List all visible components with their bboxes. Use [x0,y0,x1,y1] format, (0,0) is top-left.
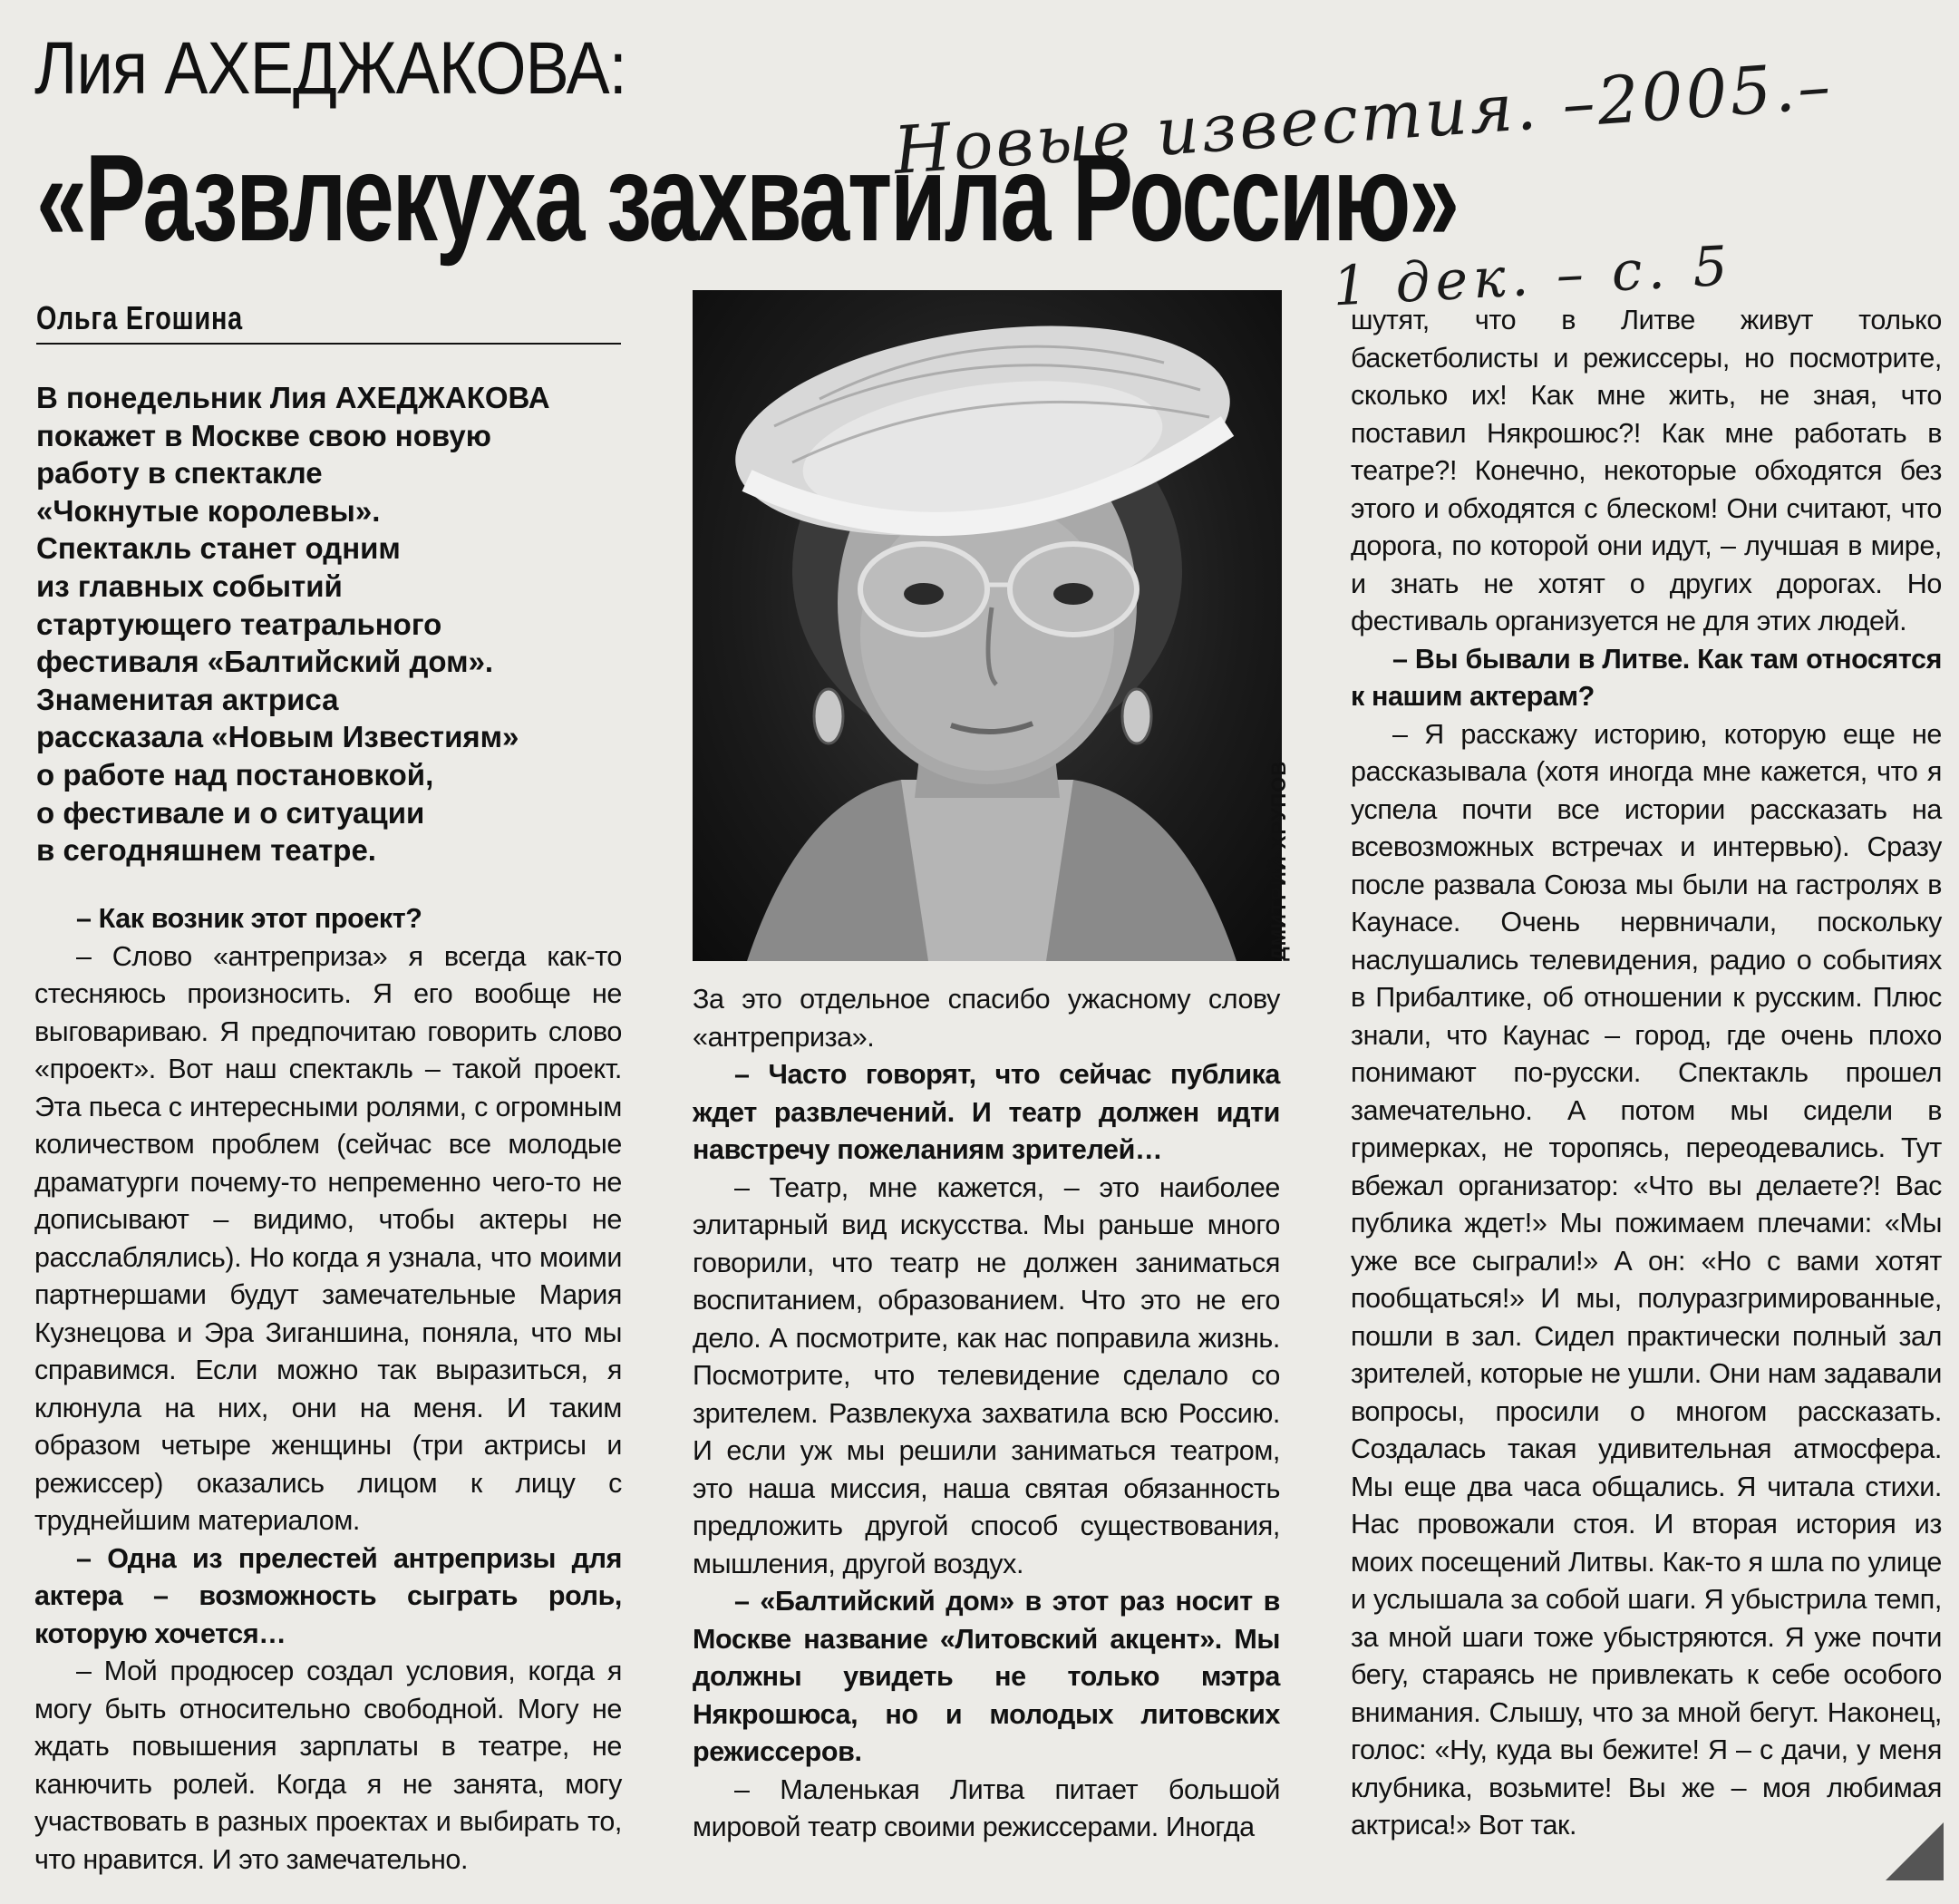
article-column-2 [693,981,1280,1847]
article-headline: «Развлекуха захватила Россию» [36,129,1458,267]
author-name: Ольга Егошина [36,299,243,336]
interview-question: – «Балтийский дом» в этот раз носит в Москве название «Литовский акцент». Мы должны увидеть не только мэтра Някрошюса, но и молодых литовских режиссеров. [693,1586,1280,1767]
article-paragraph: – Слово «антреприза» я всегда как-то стесняюсь произносить. Я его вообще не выговариваю. Я предпочитаю говорить слово «проект». Вот наш спектакль – такой проект. Эта пьеса с интересными ролями, с огромным количеством проблем (сейчас все молодые драматурги почему-то непременно чего-то не дописывают – видимо, чтобы актеры не расслаблялись). Но когда я узнала, что моими партнершами будут замечательные Мария Кузнецова и Эра Зиганшина, поняла, что мы справимся. Если можно так выразиться, я клюнула на них, они на меня. И таким образом четыре женщины (три актрисы и режиссер) оказались лицом к лицу с труднейшим материалом. [34,940,622,1536]
interview-question: – Вы бывали в Литве. Как там относятся к нашим актерам? [1351,643,1942,712]
author-byline [36,299,621,345]
article-paragraph: За это отдельное спасибо ужасному слову «антреприза». [693,984,1280,1053]
interview-question: – Одна из прелестей антрепризы для актера – возможность сыграть роль, которую хочется… [34,1542,622,1649]
interview-question: – Как возник этот проект? [76,903,422,934]
handwritten-source-note: Новые известия. –2005.– [891,46,1836,189]
article-lead: В понедельник Лия АХЕДЖАКОВА покажет в Москве свою новую работу в спектакле «Чокнутые королевы». Спектакль станет одним из главных событий стартующего театрального фестиваля «Балтийский дом». Знаменитая актриса рассказала «Новым Известиям» о работе над постановкой, о фестивале и о ситуации в сегодняшнем театре. [36,381,550,868]
article-paragraph: – Театр, мне кажется, – это наиболее элитарный вид искусства. Мы раньше много говорили, что театр не должен заниматься воспитанием, образованием. Что это не его дело. А посмотрите, как нас поправила жизнь. Посмотрите, что телевидение сделало со зрителем. Развлекуха захватила всю Россию. И если уж мы решили заниматься театром, это наша миссия, наша святая обязанность предложить другой способ существования, мышления, другой воздух. [693,1171,1280,1579]
article-paragraph: – Мой продюсер создал условия, когда я могу быть относительно свободной. Могу не ждать повышения зарплаты в театре, не канючить ролей. Когда я не занята, могу участвовать в разных проектах и выбирать то, что нравится. И это замечательно. [34,1656,622,1875]
portrait-photo [693,290,1282,961]
article-paragraph: – Я расскажу историю, которую еще не рассказывала (хотя иногда мне кажется, что я успела почти все истории рассказать на всевозможных встречах и интервью). Сразу после развала Союза мы были на гастролях в Каунасе. Очень нервничали, поскольку наслушались телевидения, радио о событиях в Прибалтике, об отношении к русским. Плюс знали, что Каунас – город, где очень плохо понимают по-русски. Спектакль прошел замечательно. А потом мы сидели в гримерках, не торопясь, переодевались. Тут вбежал организатор: «Что вы делаете?! Вас публика ждет!» Мы пожимаем плечами: «Мы уже все сыграли!» А он: «Но с вами хотят пообщаться!» И мы, полуразгримированные, пошли в зал. Сидел практически полный зал зрителей, которые не ушли. Они нам задавали вопросы, просили о многом рассказать. Создалась такая удивительная атмосфера. Мы еще два часа общались. Я читала стихи. Нас провожали стоя. И вторая история из моих посещений Литвы. Как-то я шла по улице и услышала за собой шаги. Я убыстрила темп, за мной шаги тоже убыстряются. Я уже почти бегу, стараясь не привлекать к себе особого внимания. Слышу, что за мной бегут. Наконец, голос: «Ну, куда вы бежите! Я – с дачи, у меня клубника, возьмите! Вы же – моя любимая актриса!» Вот так. [1351,718,1942,1841]
handwritten-date-note: 1 дек. – с. 5 [1331,234,1735,319]
interview-question: – Часто говорят, что сейчас публика ждет развлечений. И театр должен идти навстречу пожеланиям зрителей… [693,1059,1280,1165]
article-paragraph: шутят, что в Литве живут только баскетболисты и режиссеры, но посмотрите, сколько их! Как мне жить, не зная, что поставил Някрошюс?! Как мне работать в театре?! Конечно, некоторые обходятся без этого и обходятся с блеском! Они считают, что дорога, по которой они идут, – лучшая в мире, и знать не хотят о других дорогах. Но фестиваль организуется не для этих людей. [1351,305,1942,636]
portrait-illustration [693,290,1282,961]
corner-marker [1886,1822,1944,1880]
article-kicker: Лия АХЕДЖАКОВА: [34,27,626,110]
article-column-1 [34,900,622,1879]
article-column-3 [1351,302,1942,1845]
photo-credit: ДМИТРИЙ ХРУПОВ [1267,760,1290,961]
article-paragraph: – Маленькая Литва питает большой мировой театр своими режиссерами. Иногда [693,1773,1280,1842]
